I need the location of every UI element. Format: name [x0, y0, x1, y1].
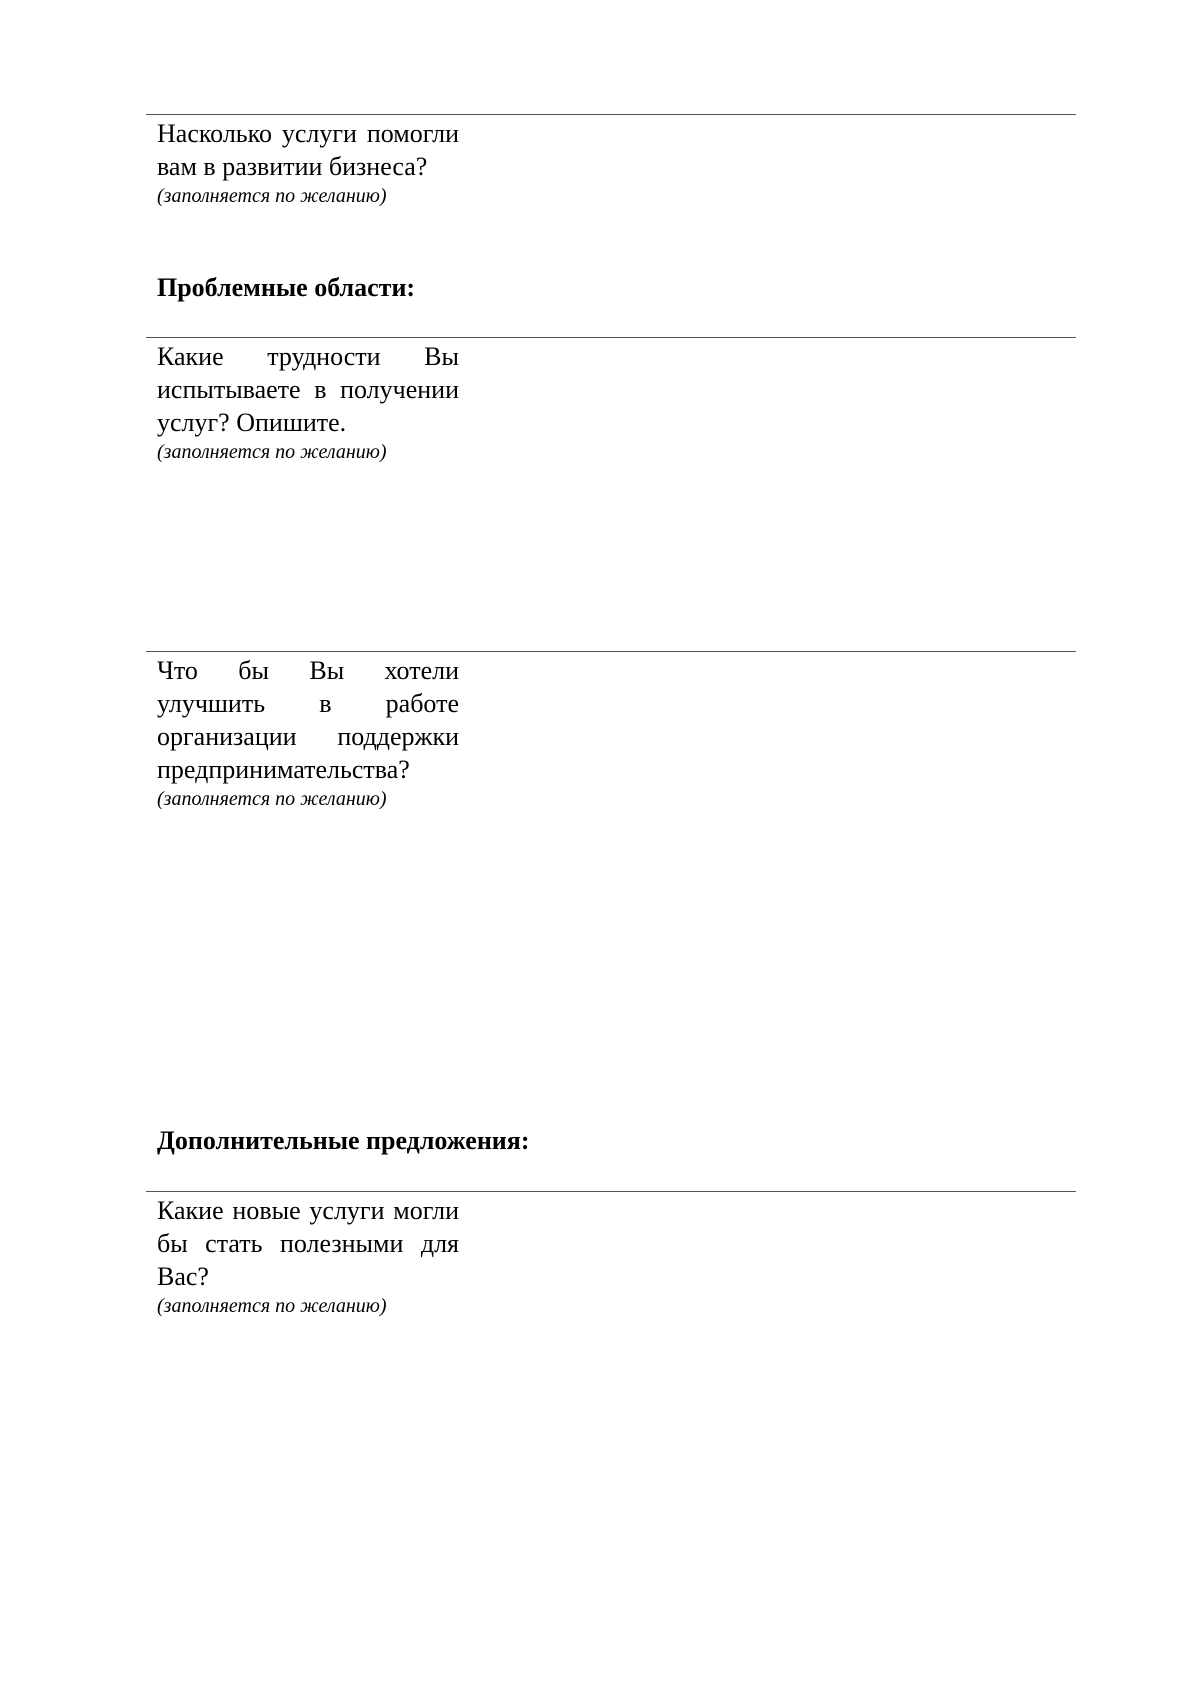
- question-block: [157, 117, 459, 208]
- question-text: Какие новые услуги могли бы стать полезными для Вас?: [157, 1196, 459, 1291]
- question-block: [157, 1194, 459, 1318]
- table-border-top: [146, 1191, 1076, 1192]
- table-border-top: [146, 114, 1076, 115]
- answer-field[interactable]: [470, 1195, 1070, 1495]
- optional-note: (заполняется по желанию): [157, 788, 387, 810]
- answer-field[interactable]: [470, 118, 1070, 218]
- table-border-top: [146, 337, 1076, 338]
- optional-note: (заполняется по желанию): [157, 185, 387, 207]
- optional-note: (заполняется по желанию): [157, 1295, 387, 1317]
- question-block: [157, 340, 459, 464]
- question-text: Какие трудности Вы испытываете в получении услуг? Опишите.: [157, 342, 459, 437]
- question-block: [157, 654, 459, 811]
- section-heading: Дополнительные предложения:: [157, 1126, 530, 1155]
- optional-note: (заполняется по желанию): [157, 441, 387, 463]
- section-heading: Проблемные области:: [157, 273, 416, 302]
- answer-field[interactable]: [470, 341, 1070, 641]
- answer-field[interactable]: [470, 655, 1070, 1055]
- question-text: Насколько услуги помогли вам в развитии бизнеса?: [157, 119, 459, 181]
- question-text: Что бы Вы хотели улучшить в работе организации поддержки предпринимательства?: [157, 656, 459, 784]
- table-border-top: [146, 651, 1076, 652]
